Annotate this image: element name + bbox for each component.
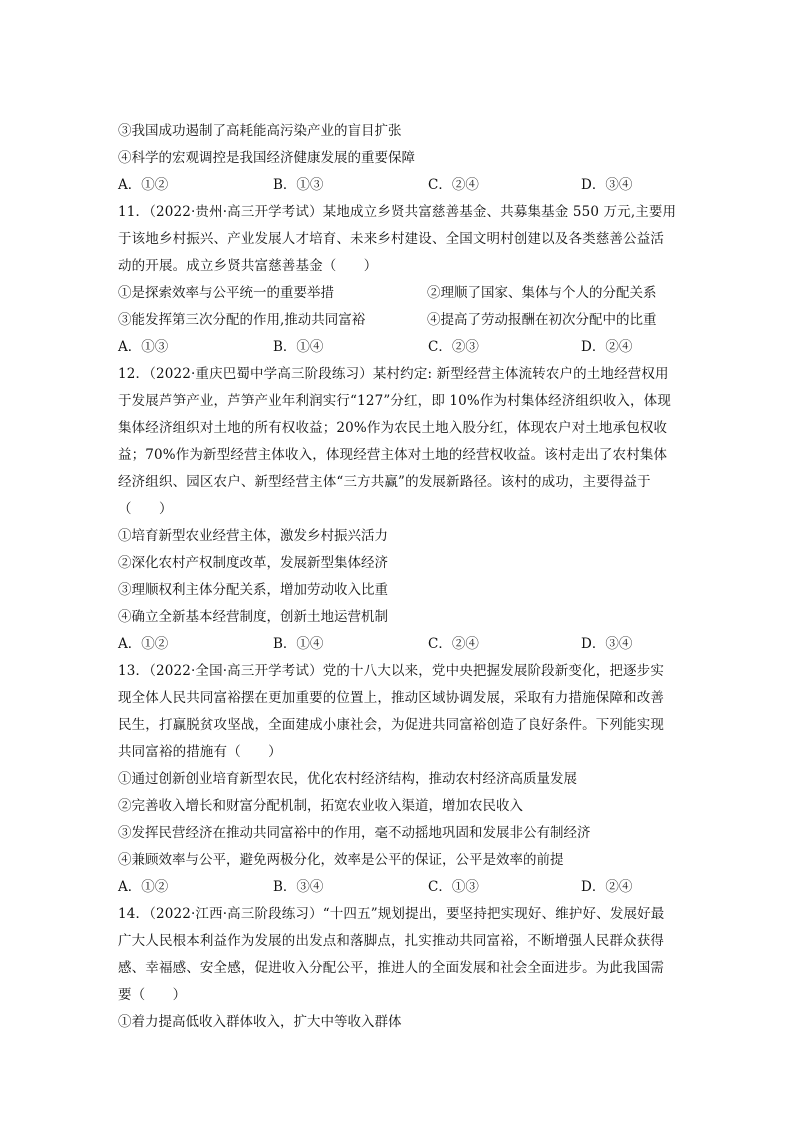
option-d[interactable]: D．③④ (581, 636, 633, 652)
statement-3: ③理顺权利主体分配关系，增加劳动收入比重 (118, 582, 388, 598)
statement-row (118, 281, 678, 305)
question-14-text: 广大人民根本利益作为发展的出发点和落脚点，扎实推动共同富裕，不断增强人民群众获得 (118, 933, 664, 949)
statement-3: ③能发挥第三次分配的作用,推动共同富裕 (118, 312, 366, 328)
answer-options (118, 632, 678, 656)
statement-4: ④提高了劳动报酬在初次分配中的比重 (427, 312, 657, 328)
question-14-text: 要（ ） (118, 987, 187, 1003)
statement-3: ③发挥民营经济在推动共同富裕中的作用，毫不动摇地巩固和发展非公有制经济 (118, 825, 591, 841)
option-a[interactable]: A．①② (118, 879, 169, 895)
statement-row (118, 308, 678, 332)
statement-1: ①通过创新创业培育新型农民，优化农村经济结构，推动农村经济高质量发展 (118, 771, 577, 787)
question-12-text: 集体经济组织对土地的所有权收益；20%作为农民土地入股分红，体现农户对土地承包权收 (118, 420, 668, 436)
question-11-text: 11．（2022·贵州·高三开学考试）某地成立乡贤共富慈善基金、共募集基金 550 万元,主要用 (118, 204, 677, 220)
option-d[interactable]: D．③④ (581, 177, 633, 193)
statement-4: ④兼顾效率与公平，避免两极分化，效率是公平的保证，公平是效率的前提 (118, 852, 564, 868)
question-13-text: 共同富裕的措施有（ ） (118, 744, 282, 760)
option-d[interactable]: D．②④ (581, 879, 633, 895)
answer-options (118, 173, 678, 197)
option-b[interactable]: B．①④ (273, 339, 324, 355)
option-c[interactable]: C．①③ (428, 879, 479, 895)
answer-options (118, 335, 678, 359)
statement-2: ②理顺了国家、集体与个人的分配关系 (427, 285, 657, 301)
option-c[interactable]: C．②③ (428, 339, 479, 355)
question-12-text: （ ） (118, 501, 173, 517)
option-a[interactable]: A．①② (118, 636, 169, 652)
option-b[interactable]: B．①③ (273, 177, 324, 193)
option-d[interactable]: D．②④ (581, 339, 633, 355)
statement-4: ④科学的宏观调控是我国经济健康发展的重要保障 (118, 150, 415, 166)
statement-4: ④确立全新基本经营制度，创新土地运营机制 (118, 609, 388, 625)
statement-1: ①着力提高低收入群体收入，扩大中等收入群体 (118, 1014, 402, 1030)
option-c[interactable]: C．②④ (428, 177, 479, 193)
question-13-text: 现全体人民共同富裕摆在更加重要的位置上，推动区域协调发展，采取有力措施保障和改善 (118, 690, 664, 706)
statement-2: ②完善收入增长和财富分配机制，拓宽农业收入渠道，增加农民收入 (118, 798, 523, 814)
answer-options (118, 875, 678, 899)
option-b[interactable]: B．①④ (273, 636, 324, 652)
option-a[interactable]: A．①③ (118, 339, 169, 355)
question-13-text: 民生，打赢脱贫攻坚战，全面建成小康社会，为促进共同富裕创造了良好条件。下列能实现 (118, 717, 664, 733)
option-b[interactable]: B．③④ (273, 879, 324, 895)
question-12-text: 12．（2022·重庆巴蜀中学高三阶段练习）某村约定: 新型经营主体流转农户的土地经营权用 (118, 366, 669, 382)
statement-2: ②深化农村产权制度改革，发展新型集体经济 (118, 555, 388, 571)
question-11-text: 动的开展。成立乡贤共富慈善基金（ ） (118, 258, 378, 274)
question-12-text: 经济组织、园区农户、新型经营主体“三方共赢”的发展新路径。该村的成功，主要得益于 (118, 474, 651, 490)
question-12-text: 于发展芦笋产业，芦笋产业年利润实行“127”分红，即 10%作为村集体经济组织收入，体现 (118, 393, 671, 409)
statement-3: ③我国成功遏制了高耗能高污染产业的盲目扩张 (118, 123, 402, 139)
option-a[interactable]: A．①② (118, 177, 169, 193)
question-11-text: 于该地乡村振兴、产业发展人才培育、未来乡村建设、全国文明村创建以及各类慈善公益活 (118, 231, 664, 247)
question-14-text: 14．（2022·江西·高三阶段练习）“十四五”规划提出，要坚持把实现好、维护好、发展好最 (118, 906, 665, 922)
question-14-text: 感、幸福感、安全感，促进收入分配公平，推进人的全面发展和社会全面进步。为此我国需 (118, 960, 664, 976)
statement-1: ①是探索效率与公平统一的重要举措 (118, 285, 334, 301)
statement-1: ①培育新型农业经营主体，激发乡村振兴活力 (118, 528, 388, 544)
option-c[interactable]: C．②④ (428, 636, 479, 652)
question-13-text: 13．（2022·全国·高三开学考试）党的十八大以来，党中央把握发展阶段新变化，把逐步实 (118, 663, 664, 679)
question-12-text: 益；70%作为新型经营主体收入，体现经营主体对土地的经营权收益。该村走出了农村集体 (118, 447, 668, 463)
